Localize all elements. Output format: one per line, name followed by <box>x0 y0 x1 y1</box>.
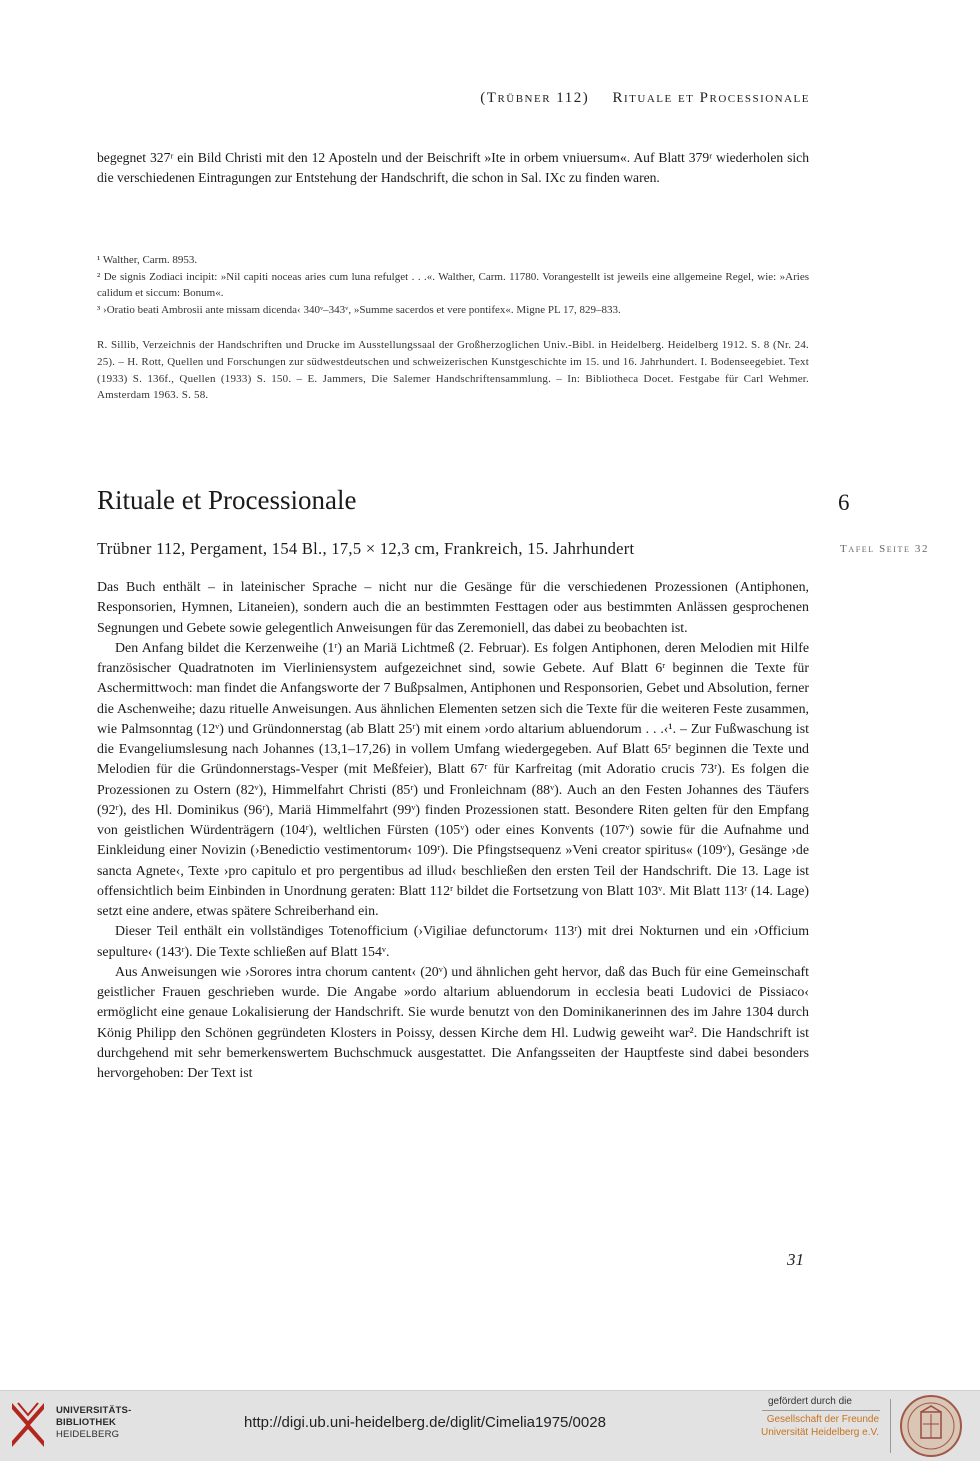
library-name-line3: HEIDELBERG <box>56 1429 120 1440</box>
running-head-title: Rituale et Processionale <box>612 90 810 106</box>
footnotes <box>97 252 809 318</box>
running-head <box>480 90 810 107</box>
body-paragraph-2: Den Anfang bildet die Kerzenweihe (1ʳ) an Mariä Lichtmeß (2. Februar). Es folgen Antiphonen, deren Melodien mit Hilfe französischer Quadratnoten im Vierliniensystem aufgezeichnet sind, sowie Gebete. Auf Blatt 6ʳ beginnen die Texte für Aschermittwoch: man findet die Anfangsworte der 7 Bußpsalmen, Antiphonen und Responsorien, Gebet und Absolution, ferner die Aschenweihe; dazu rituelle Anweisungen. Aus ähnlichen Elementen setzen sich die Texte für die weiteren Feste zusammen, wie Palmsonntag (12ᵛ) und Gründonnerstag (ab Blatt 25ʳ) mit einem ›ordo altarium abluendorum . . .‹¹. – Zur Fußwaschung ist die Evangeliumslesung nach Johannes (13,1–17,26) in vollem Umfang wiedergegeben. Auf Blatt 65ʳ beginnen die Texte und Melodien für die Gründonnerstags-Vesper (mit Meßfeier), Blatt 67ʳ für Karfreitag (mit Adoratio crucis 73ʳ). Es folgen die Prozessionen zu Ostern (82ᵛ), Himmelfahrt Christi (85ʳ) und Fronleichnam (88ᵛ). Auch an den Festen Johannes des Täufers (92ʳ), des Hl. Dominikus (96ʳ), Mariä Himmelfahrt (99ᵛ) finden Prozessionen statt. Besondere Riten gelten für den Empfang von geistlichen Würdenträgern (104ʳ), weltlichen Fürsten (105ᵛ) oder eines Konvents (107ᵛ) sowie für die Aufnahme und Einkleidung einer Novizin (›Benedictio vestimentorum‹ 109ʳ). Die Pfingstsequenz »Veni creator spiritus« (109ᵛ), Gesänge ›de sancta Agnete‹, Texte ›pro capitulo et pro pergentibus ad illud‹ beschließen den ersten Teil der Handschrift. Die 13. Lage ist offensichtlich beim Einbinden in Unordnung geraten: Blatt 112ʳ bildet die Fortsetzung von Blatt 103ᵛ. Mit Blatt 113ʳ (14. Lage) setzt eine andere, etwas spätere Schreiberhand ein. <box>97 640 809 919</box>
section-title: Rituale et Processionale <box>97 485 357 515</box>
society-name[interactable] <box>757 1413 879 1439</box>
body-paragraph-4: Aus Anweisungen wie ›Sorores intra chorum cantent‹ (20ᵛ) und ähnlichen geht hervor, daß das Buch für eine Gemeinschaft geistlicher Frauen geschrieben wurde. Die Angabe »ordo altarium abluendorum in ecclesia beati Ludovici de Pissiaco‹ ermöglicht eine genaue Lokalisierung der Handschrift. Sie wurde benutzt von den Dominikanerinnen des im Jahre 1304 durch König Philipp den Schönen gegründeten Klosters in Poissy, dessen Kirche dem Hl. Ludwig geweiht war². Die Handschrift ist durchgehend mit sehr bemerkenswertem Buchschmuck ausgestattet. Die Anfangsseiten der Hauptfeste sind dabei besonders hervorgehoben: Der Text ist <box>97 964 809 1081</box>
footnote-3: ³ ›Oratio beati Ambrosii ante missam dicenda‹ 340ᵛ–343ᵛ, »Summe sacerdos et vere pontifex«. Migne PL 17, 829–833. <box>97 303 621 316</box>
footnote-1: ¹ Walther, Carm. 8953. <box>97 254 198 266</box>
society-name-line2: Universität Heidelberg e.V. <box>760 1427 879 1438</box>
funded-by-label: gefördert durch die <box>768 1396 852 1407</box>
section-subtitle: Trübner 112, Pergament, 154 Bl., 17,5 × 12,3 cm, Frankreich, 15. Jahrhundert <box>97 539 635 558</box>
footnote-2: ² De signis Zodiaci incipit: »Nil capiti noceas aries cum luna refulget . . .«. Walther, Carm. 11780. Vorangestellt ist jeweils eine allgemeine Regel, wie: »Aries calidum et siccum: Bonum«. <box>97 270 809 300</box>
library-name <box>56 1405 131 1441</box>
footer-divider <box>762 1410 880 1411</box>
plate-reference: Tafel Seite 32 <box>840 543 930 555</box>
section-number: 6 <box>838 490 850 515</box>
bibliography: R. Sillib, Verzeichnis der Handschriften und Drucke im Ausstellungssaal der Großherzoglichen Univ.-Bibl. in Heidelberg. Heidelberg 1912. S. 8 (Nr. 24. 25). – H. Rott, Quellen und Forschungen zur südwestdeutschen und schweizerischen Kunstgeschichte im 15. und 16. Jahrhundert. I. Bodenseegebiet. Text (1933) S. 136f., Quellen (1933) S. 150. – E. Jammers, Die Salemer Handschriftensammlung. – In: Bibliotheca Docet. Festgabe für Carl Wehmer. Amsterdam 1963. S. 58. <box>97 339 809 402</box>
body-paragraph-3: Dieser Teil enthält ein vollständiges Totenofficium (›Vigiliae defunctorum‹ 113ʳ) mit drei Nokturnen und ein ›Officium sepulture‹ (143ʳ). Die Texte schließen auf Blatt 154ᵛ. <box>97 924 809 960</box>
running-head-shelfmark: (Trübner 112) <box>480 90 590 106</box>
university-library-logo-icon[interactable] <box>8 1399 48 1451</box>
university-seal-icon <box>899 1394 963 1458</box>
document-url-link[interactable]: http://digi.ub.uni-heidelberg.de/diglit/Cimelia1975/0028 <box>244 1414 606 1431</box>
library-name-line2: BIBLIOTHEK <box>56 1417 117 1428</box>
body-text <box>97 578 809 1084</box>
intro-paragraph: begegnet 327ʳ ein Bild Christi mit den 12 Aposteln und der Beischrift »Ite in orbem vniuersum«. Auf Blatt 379ʳ wiederholen sich die verschiedenen Eintragungen zur Entstehung der Handschrift, die schon in Sal. IXc zu finden waren. <box>97 150 809 186</box>
footer-bar <box>0 1390 980 1461</box>
page-number: 31 <box>787 1250 804 1269</box>
body-paragraph-1: Das Buch enthält – in lateinischer Sprache – nicht nur die Gesänge für die verschiedenen Prozessionen (Antiphonen, Responsorien, Hymnen, Litaneien), sondern auch die an bestimmten Festtagen oder aus bestimmten Anlässen gesprochenen Segnungen und Gebete sowie gelegentlich Anweisungen für das Zeremoniell, das dabei zu beobachten ist. <box>97 580 809 636</box>
footer-vertical-divider <box>890 1399 891 1453</box>
library-name-line1: UNIVERSITÄTS- <box>56 1405 132 1416</box>
society-name-line1: Gesellschaft der Freunde <box>766 1414 879 1425</box>
